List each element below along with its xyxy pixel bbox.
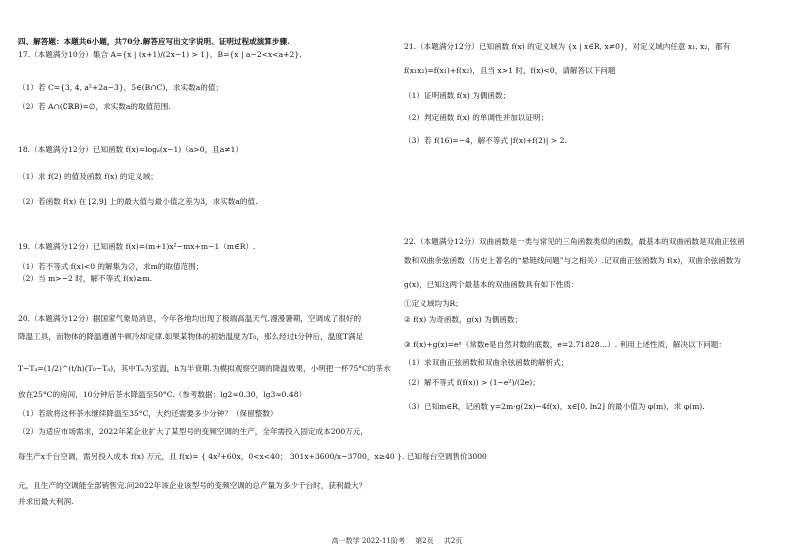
- problem-21-q1: （1）证明函数 f(x) 为偶函数；: [404, 91, 511, 100]
- problem-17-q1: （1）若 C={3, 4, a²+2a−3}，5∈(B∩C)，求实数a的值；: [18, 83, 224, 92]
- problem-20-q2-line-4: 并求出最大利润.: [18, 497, 74, 506]
- problem-19-stem: 19.（本题满分12分）已知函数 f(x)=(m+1)x²−mx+m−1（m∈R）.: [18, 242, 256, 251]
- problem-22-condition-2: ② f(x) 为奇函数，g(x) 为偶函数；: [404, 315, 523, 324]
- problem-22-condition-1: ①定义域均为R；: [404, 299, 463, 308]
- problem-21-q2: （2）判定函数 f(x) 的单调性并加以证明；: [404, 113, 549, 122]
- problem-21-q3: （3）若 f(16)=−4，解不等式 |f(x)+f(2)| > 2.: [404, 136, 567, 145]
- problem-20-q2-line-2: 每生产x千台空调，需另投入成本 f(x) 万元，且 f(x)= { 4x²+60x，0<x<40； 301x+3600/x−3700，x≥40 }. 已知每台空调售价3000: [18, 452, 487, 461]
- problem-22-q3: （3）已知m∈R，记函数 y=2m·g(2x)−4f(x)，x∈[0, ln2] 的最小值为 φ(m)，求 φ(m).: [404, 402, 705, 411]
- problem-21-stem-2: f(x₁x₂)=f(x₁)+f(x₂)，且当 x>1 时，f(x)<0，请解答以下问题: [404, 66, 616, 75]
- footer-page-number: 第2页: [415, 537, 434, 545]
- problem-20-line-1: 20.（本题满分12分）据国家气象局消息，今年各地均出现了极端高温天气.漫漫暑期，空调成了很好的: [18, 314, 362, 323]
- problem-17-q2: （2）若 A∩(∁ℝB)=∅，求实数a的取值范围.: [18, 102, 171, 111]
- section-heading: 四、解答题：本题共6小题，共70分.解答应写出文字说明、证明过程或演算步骤.: [18, 37, 290, 46]
- problem-18-stem: 18.（本题满分12分）已知函数 f(x)=logₐ(x−1)（a>0，且a≠1）: [18, 145, 244, 154]
- problem-22-line-3: g(x)，已知这两个最基本的双曲函数具有如下性质：: [404, 280, 579, 289]
- problem-20-line-2: 降温工具，而物体的降温遵循牛顿冷却定律.如果某物体的初始温度为T₀，那么经过t分钟后，温度T满足: [18, 332, 364, 341]
- problem-20-q2-line-3: 元，且生产的空调能全部销售完.问2022年该企业该型号的变频空调的总产量为多少千台时，获利最大？: [18, 481, 367, 490]
- problem-20-q1: （1）若欲将这杯茶水继续降温至35°C，大约还需要多少分钟？（保留整数）: [18, 409, 278, 418]
- problem-18-q1: （1）求 f(2) 的值及函数 f(x) 的定义域；: [18, 172, 158, 181]
- problem-19-q1: （1）若不等式 f(x)<0 的解集为∅，求m的取值范围；: [18, 262, 204, 271]
- problem-22-q1: （1）求双曲正弦函数和双曲余弦函数的解析式；: [404, 358, 569, 367]
- page-footer: [0, 537, 794, 546]
- footer-total-pages: 共2页: [443, 537, 463, 545]
- problem-19-q2: （2）当 m>−2 时，解不等式 f(x)≥m.: [18, 274, 153, 283]
- problem-20-q2-line-1: （2）为适应市场需求，2022年某企业扩大了某型号的变频空调的生产，全年需投入固定成本200万元，: [18, 427, 368, 436]
- problem-17-stem: 17.（本题满分10分）集合 A={x | (x+1)/(2x−1) > 1}，B={x | a−2<x<a+2}.: [18, 50, 302, 59]
- problem-20-line-4: 放在25°C的房间，10分钟后茶水降温至50°C.（参考数据：lg2≈0.30，lg3≈0.48）: [18, 390, 307, 399]
- problem-22-q2: （2）解不等式 f(f(x)) > (1−e²)/(2e)；: [404, 378, 540, 387]
- footer-course: 高一数学 2022-11阶考: [331, 537, 405, 545]
- problem-20-line-3: T−Tₐ=(1/2)^(t/h)(T₀−Tₐ)，其中Tₐ为室温，h为半衰期.为模拟观察空调的降温效果，小明把一杯75°C的茶水: [18, 364, 391, 373]
- problem-22-line-1: 22.（本题满分12分）双曲函数是一类与常见的三角函数类似的函数，最基本的双曲函数是双曲正弦函: [404, 237, 745, 246]
- problem-21-stem: 21.（本题满分12分）已知函数 f(x) 的定义域为 {x | x∈R, x≠0}，对定义域内任意 x₁, x₂，都有: [404, 42, 731, 51]
- problem-22-line-2: 数和双曲余弦函数（历史上著名的“悬链线问题”与之相关）.记双曲正弦函数为 f(x)，双曲余弦函数为: [404, 256, 741, 265]
- problem-18-q2: （2）若函数 f(x) 在 [2,9] 上的最大值与最小值之差为3，求实数a的值.: [18, 197, 258, 206]
- problem-22-condition-3: ③ f(x)+g(x)=eˣ（常数e是自然对数的底数，e=2.71828…）. 利用上述性质，解决以下问题：: [404, 340, 726, 349]
